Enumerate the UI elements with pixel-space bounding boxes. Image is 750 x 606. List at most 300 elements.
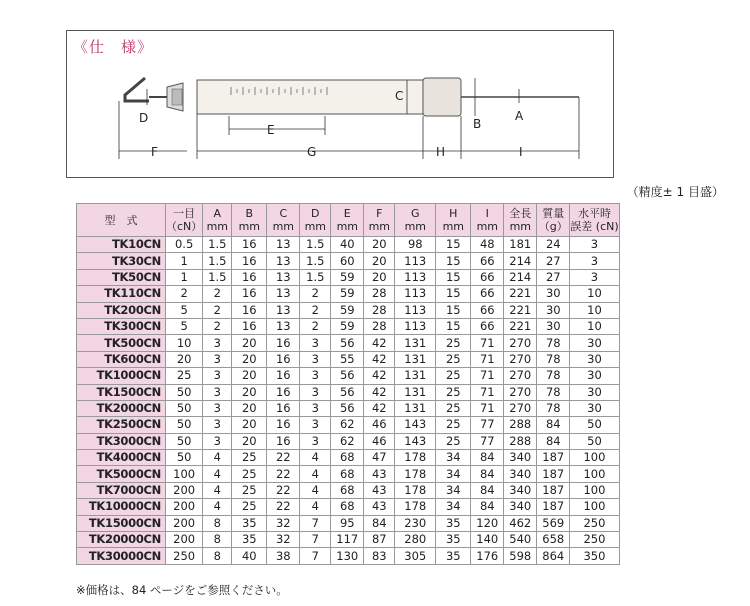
value-cell: 4 (300, 466, 331, 482)
value-cell: 32 (267, 515, 300, 531)
value-cell: 1.5 (300, 253, 331, 269)
model-cell: TK3000CN (77, 433, 166, 449)
value-cell: 178 (395, 482, 436, 498)
value-cell: 3 (300, 351, 331, 367)
value-cell: 22 (267, 499, 300, 515)
value-cell: 71 (471, 400, 504, 416)
value-cell: 221 (504, 318, 537, 334)
value-cell: 25 (436, 351, 471, 367)
value-cell: 540 (504, 532, 537, 548)
value-cell: 66 (471, 302, 504, 318)
value-cell: 43 (364, 466, 395, 482)
value-cell: 4 (203, 499, 232, 515)
value-cell: 3 (203, 433, 232, 449)
value-cell: 35 (436, 532, 471, 548)
value-cell: 20 (232, 400, 267, 416)
model-cell: TK2000CN (77, 400, 166, 416)
value-cell: 20 (232, 384, 267, 400)
value-cell: 2 (203, 318, 232, 334)
value-cell: 113 (395, 302, 436, 318)
value-cell: 47 (364, 450, 395, 466)
value-cell: 59 (331, 269, 364, 285)
value-cell: 113 (395, 286, 436, 302)
value-cell: 77 (471, 417, 504, 433)
value-cell: 30 (570, 400, 619, 416)
value-cell: 28 (364, 286, 395, 302)
value-cell: 78 (537, 351, 570, 367)
value-cell: 221 (504, 286, 537, 302)
value-cell: 13 (267, 253, 300, 269)
value-cell: 4 (300, 482, 331, 498)
value-cell: 20 (364, 237, 395, 253)
value-cell: 42 (364, 384, 395, 400)
model-cell: TK500CN (77, 335, 166, 351)
column-header-label: 型 式 (104, 213, 138, 227)
value-cell: 66 (471, 269, 504, 285)
table-row (77, 237, 620, 253)
value-cell: 15 (436, 286, 471, 302)
dim-label-D: D (139, 111, 149, 125)
column-header-unit: mm (304, 220, 326, 233)
value-cell: 340 (504, 450, 537, 466)
value-cell: 350 (570, 548, 619, 564)
value-cell: 658 (537, 532, 570, 548)
value-cell: 43 (364, 482, 395, 498)
value-cell: 50 (166, 433, 203, 449)
table-body (77, 237, 620, 565)
column-header-label: D (311, 207, 320, 220)
value-cell: 187 (537, 466, 570, 482)
value-cell: 8 (203, 515, 232, 531)
value-cell: 200 (166, 532, 203, 548)
value-cell: 3 (203, 335, 232, 351)
model-cell: TK30CN (77, 253, 166, 269)
value-cell: 3 (203, 417, 232, 433)
value-cell: 25 (436, 400, 471, 416)
value-cell: 25 (232, 499, 267, 515)
precision-note: （精度± 1 目盛） (626, 185, 724, 199)
value-cell: 20 (232, 368, 267, 384)
value-cell: 40 (331, 237, 364, 253)
value-cell: 1 (166, 269, 203, 285)
value-cell: 28 (364, 318, 395, 334)
model-cell: TK20000CN (77, 532, 166, 548)
column-header-unit: mm (404, 220, 426, 233)
model-cell: TK50CN (77, 269, 166, 285)
spec-table (76, 203, 620, 565)
value-cell: 181 (504, 237, 537, 253)
value-cell: 270 (504, 384, 537, 400)
dim-label-H: H (436, 145, 446, 159)
table-row (77, 253, 620, 269)
value-cell: 25 (166, 368, 203, 384)
value-cell: 16 (267, 335, 300, 351)
column-header-unit: （g） (538, 220, 568, 233)
value-cell: 4 (300, 499, 331, 515)
model-cell: TK300CN (77, 318, 166, 334)
value-cell: 178 (395, 450, 436, 466)
value-cell: 55 (331, 351, 364, 367)
value-cell: 78 (537, 400, 570, 416)
value-cell: 270 (504, 351, 537, 367)
table-row (77, 499, 620, 515)
value-cell: 25 (436, 417, 471, 433)
value-cell: 16 (267, 433, 300, 449)
table-row (77, 302, 620, 318)
value-cell: 4 (203, 450, 232, 466)
value-cell: 20 (364, 253, 395, 269)
value-cell: 16 (267, 351, 300, 367)
dim-label-G: G (307, 145, 317, 159)
value-cell: 59 (331, 302, 364, 318)
table-row (77, 335, 620, 351)
value-cell: 3 (300, 433, 331, 449)
model-cell: TK2500CN (77, 417, 166, 433)
model-cell: TK10CN (77, 237, 166, 253)
value-cell: 25 (436, 335, 471, 351)
value-cell: 113 (395, 269, 436, 285)
value-cell: 230 (395, 515, 436, 531)
value-cell: 270 (504, 368, 537, 384)
value-cell: 16 (232, 302, 267, 318)
value-cell: 30 (537, 286, 570, 302)
value-cell: 7 (300, 532, 331, 548)
value-cell: 15 (436, 302, 471, 318)
value-cell: 16 (267, 384, 300, 400)
value-cell: 3 (300, 417, 331, 433)
value-cell: 42 (364, 351, 395, 367)
value-cell: 120 (471, 515, 504, 531)
column-header (504, 204, 537, 237)
value-cell: 20 (232, 417, 267, 433)
value-cell: 56 (331, 368, 364, 384)
value-cell: 42 (364, 335, 395, 351)
value-cell: 176 (471, 548, 504, 564)
value-cell: 130 (331, 548, 364, 564)
value-cell: 16 (232, 318, 267, 334)
value-cell: 66 (471, 286, 504, 302)
value-cell: 13 (267, 286, 300, 302)
value-cell: 30 (570, 335, 619, 351)
table-row (77, 318, 620, 334)
value-cell: 84 (471, 466, 504, 482)
value-cell: 62 (331, 417, 364, 433)
model-cell: TK5000CN (77, 466, 166, 482)
value-cell: 200 (166, 515, 203, 531)
table-row (77, 466, 620, 482)
model-cell: TK15000CN (77, 515, 166, 531)
value-cell: 56 (331, 335, 364, 351)
value-cell: 40 (232, 548, 267, 564)
value-cell: 48 (471, 237, 504, 253)
model-cell: TK200CN (77, 302, 166, 318)
value-cell: 43 (364, 499, 395, 515)
value-cell: 71 (471, 335, 504, 351)
value-cell: 84 (471, 482, 504, 498)
value-cell: 34 (436, 466, 471, 482)
value-cell: 1.5 (300, 269, 331, 285)
value-cell: 22 (267, 482, 300, 498)
value-cell: 131 (395, 400, 436, 416)
value-cell: 8 (203, 548, 232, 564)
value-cell: 1.5 (203, 253, 232, 269)
value-cell: 68 (331, 482, 364, 498)
value-cell: 187 (537, 499, 570, 515)
dim-label-F: F (151, 145, 158, 159)
value-cell: 25 (436, 384, 471, 400)
dim-label-E: E (267, 123, 275, 137)
value-cell: 3 (300, 384, 331, 400)
value-cell: 71 (471, 368, 504, 384)
spec-diagram (66, 30, 614, 178)
value-cell: 78 (537, 384, 570, 400)
column-header (232, 204, 267, 237)
column-header-label: 一目 (173, 207, 196, 220)
value-cell: 340 (504, 499, 537, 515)
value-cell: 3 (300, 335, 331, 351)
value-cell: 25 (232, 450, 267, 466)
value-cell: 340 (504, 466, 537, 482)
column-header-unit: mm (238, 220, 260, 233)
table-row (77, 548, 620, 564)
value-cell: 56 (331, 384, 364, 400)
value-cell: 270 (504, 335, 537, 351)
model-cell: TK110CN (77, 286, 166, 302)
value-cell: 84 (537, 417, 570, 433)
column-header-unit: mm (476, 220, 498, 233)
value-cell: 598 (504, 548, 537, 564)
table-row (77, 368, 620, 384)
column-header-unit: mm (442, 220, 464, 233)
value-cell: 27 (537, 253, 570, 269)
value-cell: 46 (364, 433, 395, 449)
value-cell: 30 (537, 318, 570, 334)
value-cell: 25 (436, 433, 471, 449)
column-header-unit: mm (368, 220, 390, 233)
value-cell: 3 (300, 368, 331, 384)
value-cell: 113 (395, 253, 436, 269)
value-cell: 35 (232, 515, 267, 531)
value-cell: 3 (570, 253, 619, 269)
column-header (77, 204, 166, 237)
column-header-unit: （cN） (166, 220, 203, 233)
value-cell: 3 (203, 351, 232, 367)
dim-label-B: B (473, 117, 482, 131)
column-header-unit: mm (509, 220, 531, 233)
dim-label-I: I (519, 145, 523, 159)
value-cell: 214 (504, 253, 537, 269)
value-cell: 8 (203, 532, 232, 548)
value-cell: 13 (267, 269, 300, 285)
value-cell: 4 (300, 450, 331, 466)
value-cell: 143 (395, 433, 436, 449)
value-cell: 7 (300, 548, 331, 564)
value-cell: 22 (267, 450, 300, 466)
value-cell: 16 (232, 269, 267, 285)
value-cell: 30 (570, 368, 619, 384)
value-cell: 3 (300, 400, 331, 416)
value-cell: 20 (232, 351, 267, 367)
value-cell: 250 (166, 548, 203, 564)
value-cell: 68 (331, 450, 364, 466)
value-cell: 1 (166, 253, 203, 269)
value-cell: 35 (232, 532, 267, 548)
value-cell: 7 (300, 515, 331, 531)
table-row (77, 532, 620, 548)
table-row (77, 351, 620, 367)
column-header-label: A (213, 207, 222, 220)
value-cell: 59 (331, 318, 364, 334)
value-cell: 16 (232, 286, 267, 302)
table-row (77, 433, 620, 449)
column-header-unit: mm (206, 220, 228, 233)
table-row (77, 482, 620, 498)
value-cell: 280 (395, 532, 436, 548)
value-cell: 25 (436, 368, 471, 384)
value-cell: 62 (331, 433, 364, 449)
value-cell: 15 (436, 253, 471, 269)
table-row (77, 400, 620, 416)
value-cell: 27 (537, 269, 570, 285)
value-cell: 59 (331, 286, 364, 302)
value-cell: 200 (166, 482, 203, 498)
value-cell: 34 (436, 450, 471, 466)
value-cell: 250 (570, 515, 619, 531)
value-cell: 2 (203, 302, 232, 318)
value-cell: 5 (166, 318, 203, 334)
value-cell: 50 (166, 400, 203, 416)
value-cell: 50 (570, 433, 619, 449)
value-cell: 20 (232, 433, 267, 449)
value-cell: 10 (570, 318, 619, 334)
value-cell: 24 (537, 237, 570, 253)
column-header (570, 204, 619, 237)
value-cell: 462 (504, 515, 537, 531)
column-header-label: I (485, 207, 489, 220)
value-cell: 178 (395, 466, 436, 482)
value-cell: 187 (537, 482, 570, 498)
value-cell: 66 (471, 253, 504, 269)
value-cell: 34 (436, 482, 471, 498)
value-cell: 56 (331, 400, 364, 416)
value-cell: 25 (232, 482, 267, 498)
value-cell: 100 (570, 450, 619, 466)
value-cell: 3 (203, 368, 232, 384)
value-cell: 66 (471, 318, 504, 334)
column-header-label: F (376, 207, 383, 220)
value-cell: 100 (166, 466, 203, 482)
value-cell: 71 (471, 351, 504, 367)
value-cell: 1.5 (203, 269, 232, 285)
column-header (395, 204, 436, 237)
model-cell: TK600CN (77, 351, 166, 367)
table-row (77, 286, 620, 302)
value-cell: 16 (232, 253, 267, 269)
value-cell: 2 (203, 286, 232, 302)
value-cell: 117 (331, 532, 364, 548)
value-cell: 2 (300, 302, 331, 318)
column-header (436, 204, 471, 237)
value-cell: 288 (504, 417, 537, 433)
value-cell: 20 (364, 269, 395, 285)
value-cell: 28 (364, 302, 395, 318)
model-cell: TK1000CN (77, 368, 166, 384)
value-cell: 38 (267, 548, 300, 564)
model-cell: TK30000CN (77, 548, 166, 564)
value-cell: 569 (537, 515, 570, 531)
value-cell: 250 (570, 532, 619, 548)
value-cell: 143 (395, 417, 436, 433)
dim-label-C: C (395, 89, 404, 103)
value-cell: 15 (436, 269, 471, 285)
value-cell: 50 (166, 450, 203, 466)
value-cell: 68 (331, 499, 364, 515)
value-cell: 2 (300, 318, 331, 334)
value-cell: 42 (364, 368, 395, 384)
value-cell: 4 (203, 482, 232, 498)
value-cell: 178 (395, 499, 436, 515)
value-cell: 16 (267, 368, 300, 384)
table-row (77, 515, 620, 531)
column-header (267, 204, 300, 237)
value-cell: 78 (537, 368, 570, 384)
value-cell: 10 (570, 302, 619, 318)
value-cell: 84 (471, 499, 504, 515)
value-cell: 100 (570, 482, 619, 498)
value-cell: 25 (232, 466, 267, 482)
value-cell: 87 (364, 532, 395, 548)
column-header (300, 204, 331, 237)
value-cell: 30 (570, 384, 619, 400)
value-cell: 16 (267, 417, 300, 433)
value-cell: 68 (331, 466, 364, 482)
value-cell: 84 (364, 515, 395, 531)
value-cell: 35 (436, 515, 471, 531)
value-cell: 35 (436, 548, 471, 564)
value-cell: 140 (471, 532, 504, 548)
value-cell: 50 (166, 417, 203, 433)
table-row (77, 384, 620, 400)
value-cell: 13 (267, 237, 300, 253)
model-cell: TK1500CN (77, 384, 166, 400)
value-cell: 200 (166, 499, 203, 515)
value-cell: 30 (570, 351, 619, 367)
value-cell: 2 (300, 286, 331, 302)
model-cell: TK7000CN (77, 482, 166, 498)
value-cell: 46 (364, 417, 395, 433)
column-header-label: 全長 (509, 207, 532, 220)
value-cell: 3 (570, 237, 619, 253)
value-cell: 100 (570, 466, 619, 482)
column-header (471, 204, 504, 237)
value-cell: 13 (267, 302, 300, 318)
value-cell: 0.5 (166, 237, 203, 253)
value-cell: 131 (395, 351, 436, 367)
column-header (166, 204, 203, 237)
value-cell: 84 (471, 450, 504, 466)
column-header-unit: 誤差 (cN) (570, 220, 619, 233)
value-cell: 221 (504, 302, 537, 318)
value-cell: 288 (504, 433, 537, 449)
value-cell: 60 (331, 253, 364, 269)
value-cell: 305 (395, 548, 436, 564)
value-cell: 95 (331, 515, 364, 531)
value-cell: 15 (436, 237, 471, 253)
model-cell: TK4000CN (77, 450, 166, 466)
value-cell: 71 (471, 384, 504, 400)
value-cell: 3 (570, 269, 619, 285)
table-row (77, 450, 620, 466)
